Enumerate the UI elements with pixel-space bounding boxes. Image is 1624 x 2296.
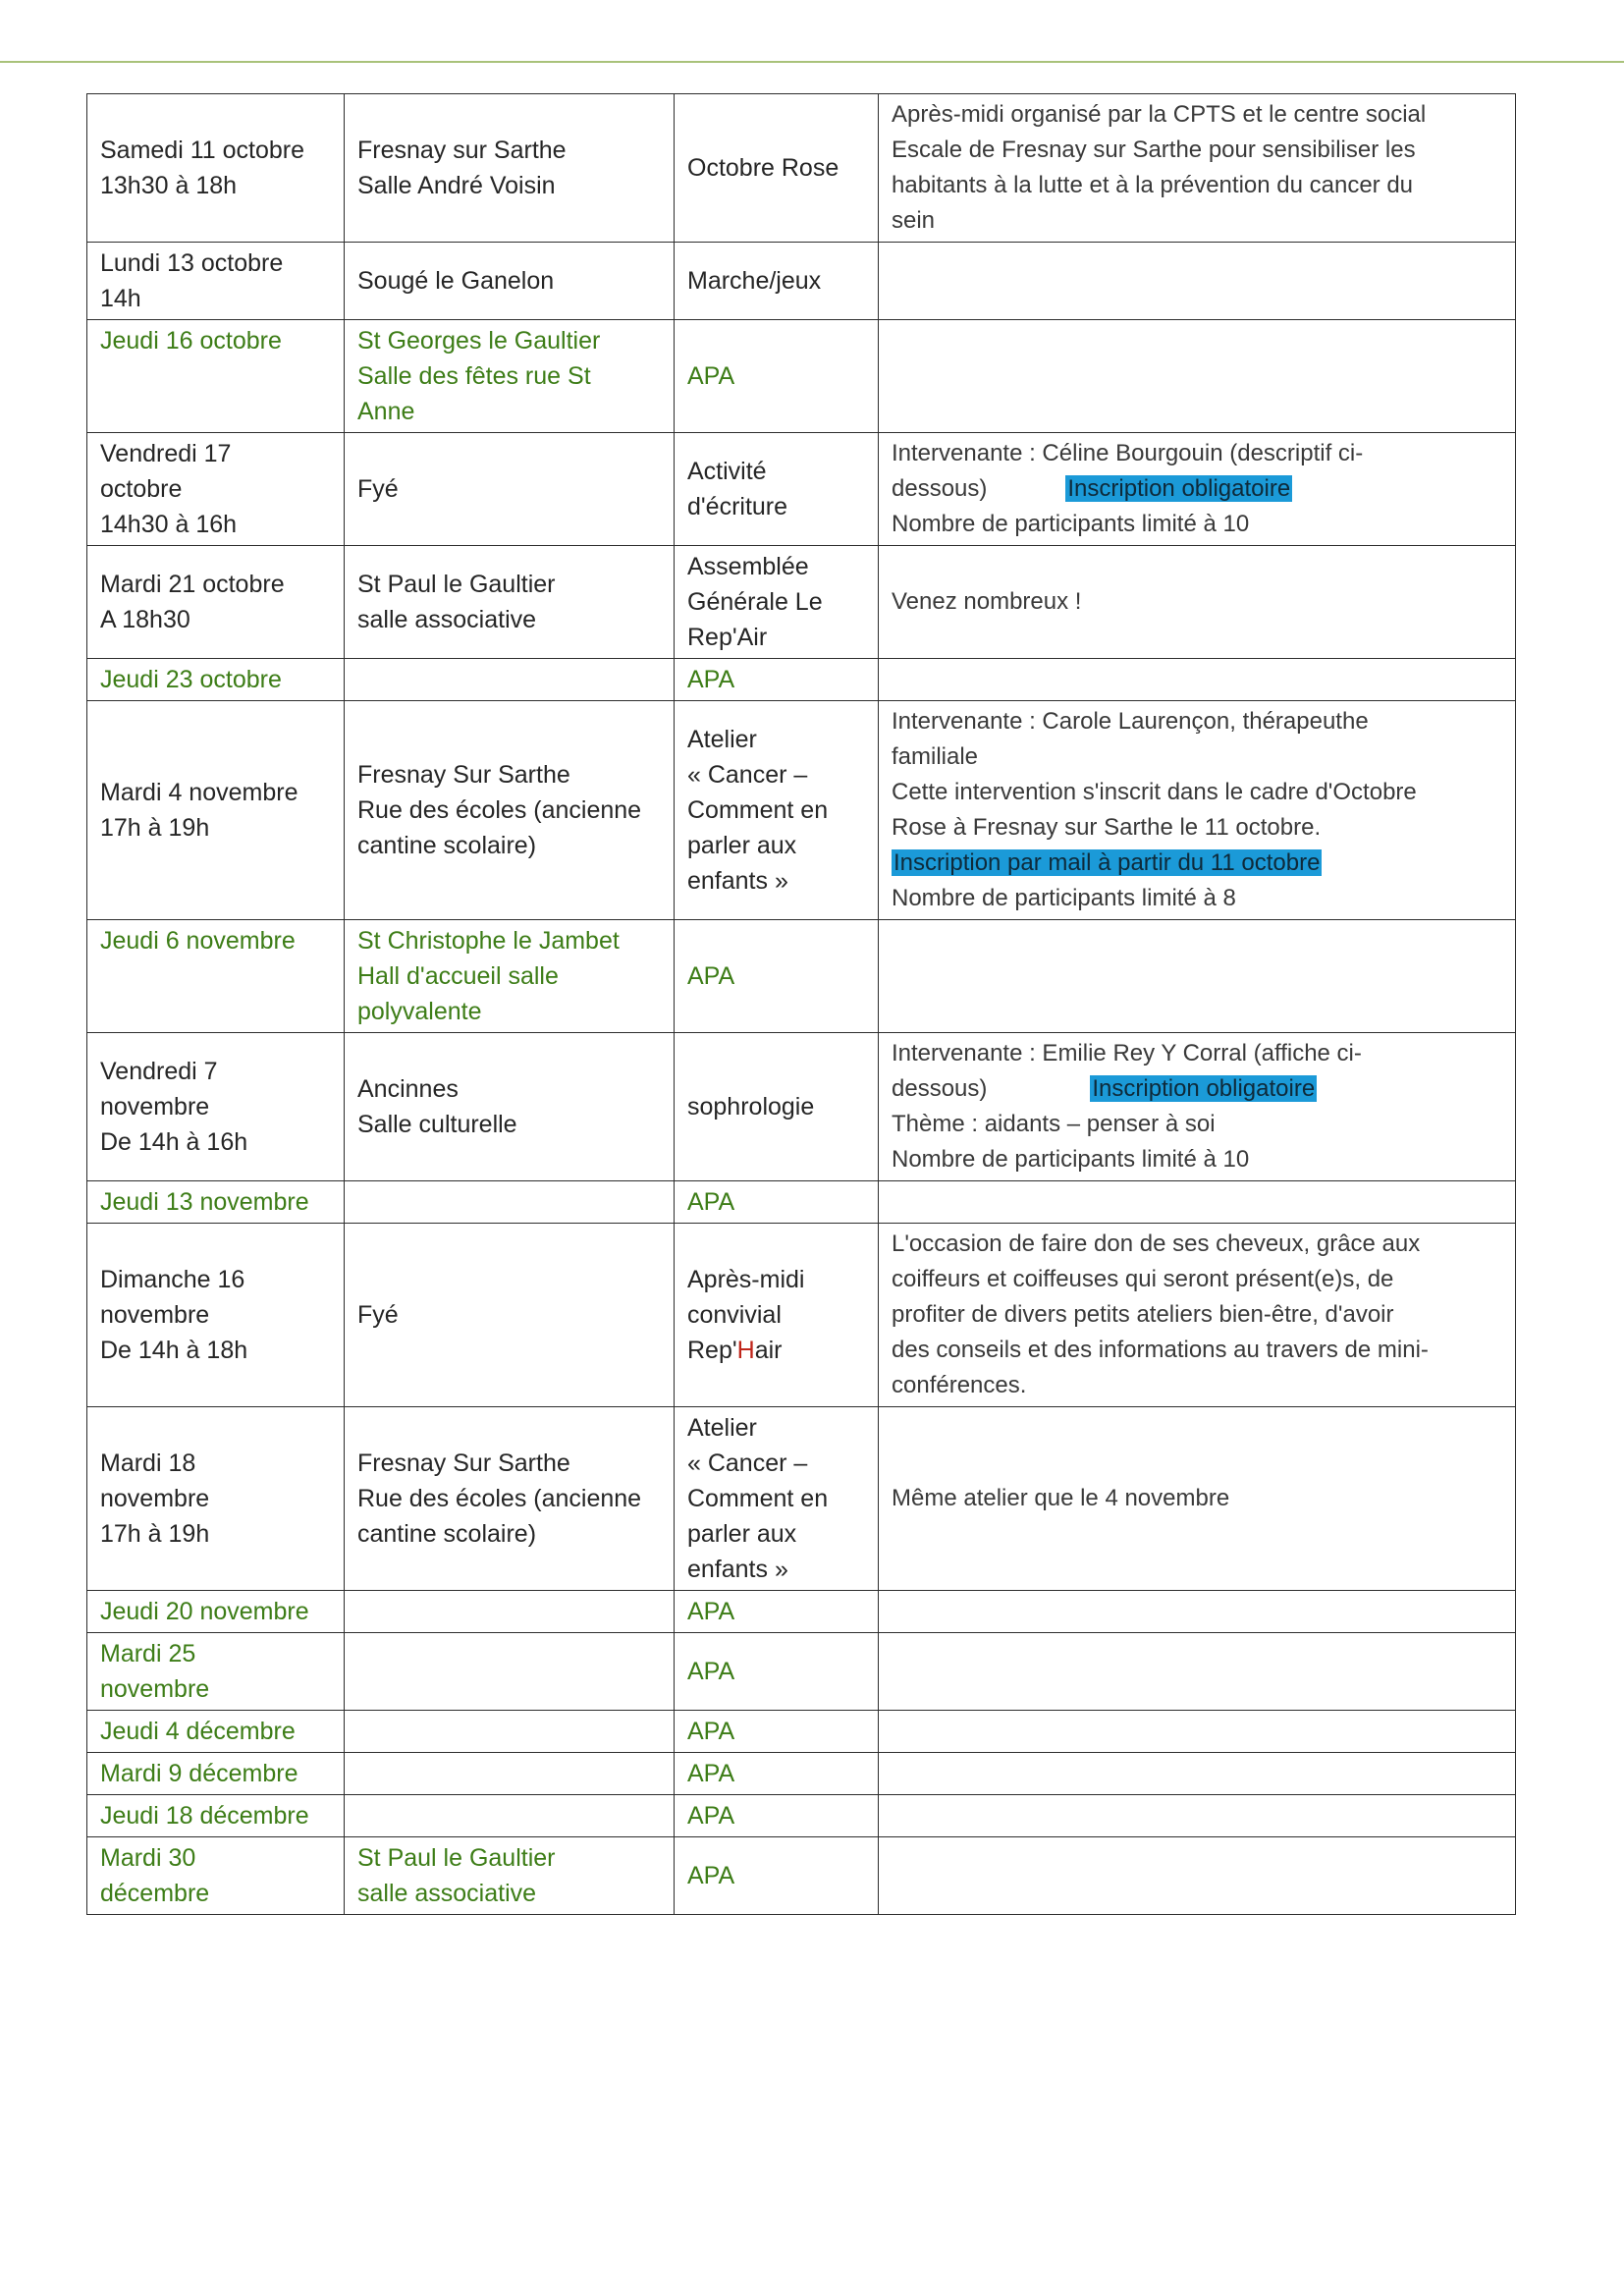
detail-line: habitants à la lutte et à la prévention du cancer du: [892, 172, 1414, 198]
event-activity: Après-midi convivial Rep'Hair: [675, 1224, 879, 1407]
event-details: [879, 1633, 1516, 1711]
events-table: [86, 93, 1516, 1915]
event-activity: Marche/jeux: [675, 243, 879, 320]
detail-line: profiter de divers petits ateliers bien-être, d'avoir: [892, 1301, 1394, 1328]
detail-line: Nombre de participants limité à 10: [892, 511, 1250, 537]
detail-line: Après-midi organisé par la CPTS et le centre social: [892, 101, 1427, 128]
event-activity: APA: [675, 1633, 879, 1711]
event-activity: Octobre Rose: [675, 94, 879, 243]
event-details: [879, 1753, 1516, 1795]
event-place: [345, 1181, 675, 1224]
event-date: Dimanche 16 novembre De 14h à 18h: [87, 1224, 345, 1407]
event-activity: APA: [675, 1591, 879, 1633]
detail-line: des conseils et des informations au travers de mini-: [892, 1337, 1429, 1363]
event-details: [879, 433, 1516, 546]
table-row: [87, 701, 1516, 920]
event-date: Vendredi 7 novembre De 14h à 16h: [87, 1033, 345, 1181]
table-row: [87, 1795, 1516, 1837]
event-date: Mardi 21 octobre A 18h30: [87, 546, 345, 659]
inscription-highlight: Inscription par mail à partir du 11 octobre: [893, 849, 1321, 876]
detail-line: sein: [892, 207, 936, 234]
detail-line: [892, 846, 1503, 881]
detail-line: conférences.: [892, 1372, 1027, 1398]
event-place: [345, 1795, 675, 1837]
event-place: St Paul le Gaultier salle associative: [345, 546, 675, 659]
table-row: [87, 1837, 1516, 1915]
detail-line: Thème : aidants – penser à soi: [892, 1111, 1216, 1137]
event-activity: APA: [675, 1837, 879, 1915]
event-details: [879, 1033, 1516, 1181]
event-details: [879, 1795, 1516, 1837]
table-row: [87, 1591, 1516, 1633]
table-row: [87, 1633, 1516, 1711]
event-place: Fresnay sur Sarthe Salle André Voisin: [345, 94, 675, 243]
event-details: [879, 920, 1516, 1033]
table-row: [87, 320, 1516, 433]
detail-line: Nombre de participants limité à 8: [892, 885, 1236, 911]
event-details: [879, 1591, 1516, 1633]
event-activity: APA: [675, 920, 879, 1033]
detail-line: dessous) Inscription obligatoire: [892, 475, 1291, 502]
table-row: [87, 1033, 1516, 1181]
event-place: Fresnay Sur Sarthe Rue des écoles (ancienne cantine scolaire): [345, 701, 675, 920]
event-activity: APA: [675, 320, 879, 433]
detail-line: Escale de Fresnay sur Sarthe pour sensibiliser les: [892, 137, 1416, 163]
event-date: Mardi 30 décembre: [87, 1837, 345, 1915]
event-place: Sougé le Ganelon: [345, 243, 675, 320]
table-row: [87, 546, 1516, 659]
detail-line: Cette intervention s'inscrit dans le cadre d'Octobre: [892, 779, 1417, 805]
event-activity: Activité d'écriture: [675, 433, 879, 546]
event-date: Samedi 11 octobre 13h30 à 18h: [87, 94, 345, 243]
detail-line: Intervenante : Carole Laurençon, thérapeuthe: [892, 708, 1369, 735]
table-row: [87, 920, 1516, 1033]
event-place: Fyé: [345, 1224, 675, 1407]
event-date: Jeudi 4 décembre: [87, 1711, 345, 1753]
event-place: [345, 659, 675, 701]
detail-line: L'occasion de faire don de ses cheveux, grâce aux: [892, 1230, 1421, 1257]
event-details: [879, 1837, 1516, 1915]
event-date: Mardi 25 novembre: [87, 1633, 345, 1711]
event-details: [879, 94, 1516, 243]
inscription-highlight: Inscription obligatoire: [1092, 1075, 1316, 1102]
header-rule: [0, 61, 1624, 63]
detail-line: familiale: [892, 743, 979, 770]
event-activity: Assemblée Générale Le Rep'Air: [675, 546, 879, 659]
event-date: Jeudi 13 novembre: [87, 1181, 345, 1224]
table-row: [87, 1407, 1516, 1591]
detail-line: Nombre de participants limité à 10: [892, 1146, 1250, 1173]
event-details: [879, 1224, 1516, 1407]
event-date: Jeudi 23 octobre: [87, 659, 345, 701]
detail-line: Intervenante : Céline Bourgouin (descriptif ci-: [892, 440, 1364, 466]
detail-line: Venez nombreux !: [892, 588, 1082, 615]
event-place: [345, 1711, 675, 1753]
event-date: Jeudi 16 octobre: [87, 320, 345, 433]
event-activity: APA: [675, 659, 879, 701]
event-place: St Georges le Gaultier Salle des fêtes rue St Anne: [345, 320, 675, 433]
event-place: [345, 1591, 675, 1633]
table-row: [87, 433, 1516, 546]
event-details: [879, 659, 1516, 701]
event-place: [345, 1633, 675, 1711]
event-details: [879, 1407, 1516, 1591]
event-details: [879, 701, 1516, 920]
event-activity: APA: [675, 1711, 879, 1753]
event-details: [879, 1711, 1516, 1753]
detail-line: Même atelier que le 4 novembre: [892, 1485, 1230, 1511]
table-row: [87, 659, 1516, 701]
table-row: [87, 1753, 1516, 1795]
table-row: [87, 94, 1516, 243]
event-date: Jeudi 6 novembre: [87, 920, 345, 1033]
inscription-highlight: Inscription obligatoire: [1067, 475, 1291, 502]
event-date: Jeudi 20 novembre: [87, 1591, 345, 1633]
event-place: St Christophe le Jambet Hall d'accueil salle polyvalente: [345, 920, 675, 1033]
table-row: [87, 1181, 1516, 1224]
event-place: St Paul le Gaultier salle associative: [345, 1837, 675, 1915]
event-activity: APA: [675, 1753, 879, 1795]
detail-line: coiffeurs et coiffeuses qui seront présent(e)s, de: [892, 1266, 1394, 1292]
event-date: Lundi 13 octobre 14h: [87, 243, 345, 320]
event-place: [345, 1753, 675, 1795]
event-activity: Atelier « Cancer – Comment en parler aux enfants »: [675, 701, 879, 920]
event-date: Mardi 18 novembre 17h à 19h: [87, 1407, 345, 1591]
event-activity: APA: [675, 1181, 879, 1224]
event-details: [879, 1181, 1516, 1224]
event-date: Mardi 9 décembre: [87, 1753, 345, 1795]
event-place: Fyé: [345, 433, 675, 546]
event-place: Fresnay Sur Sarthe Rue des écoles (ancienne cantine scolaire): [345, 1407, 675, 1591]
event-activity: APA: [675, 1795, 879, 1837]
event-details: [879, 243, 1516, 320]
table-row: [87, 1224, 1516, 1407]
event-activity: Atelier « Cancer – Comment en parler aux enfants »: [675, 1407, 879, 1591]
event-place: Ancinnes Salle culturelle: [345, 1033, 675, 1181]
event-details: [879, 546, 1516, 659]
event-date: Jeudi 18 décembre: [87, 1795, 345, 1837]
detail-line: Rose à Fresnay sur Sarthe le 11 octobre.: [892, 814, 1322, 841]
event-date: Mardi 4 novembre 17h à 19h: [87, 701, 345, 920]
table-row: [87, 243, 1516, 320]
detail-line: dessous) Inscription obligatoire: [892, 1075, 1316, 1102]
event-date: Vendredi 17 octobre 14h30 à 16h: [87, 433, 345, 546]
table-row: [87, 1711, 1516, 1753]
event-activity: sophrologie: [675, 1033, 879, 1181]
event-details: [879, 320, 1516, 433]
detail-line: Intervenante : Emilie Rey Y Corral (affiche ci-: [892, 1040, 1362, 1066]
